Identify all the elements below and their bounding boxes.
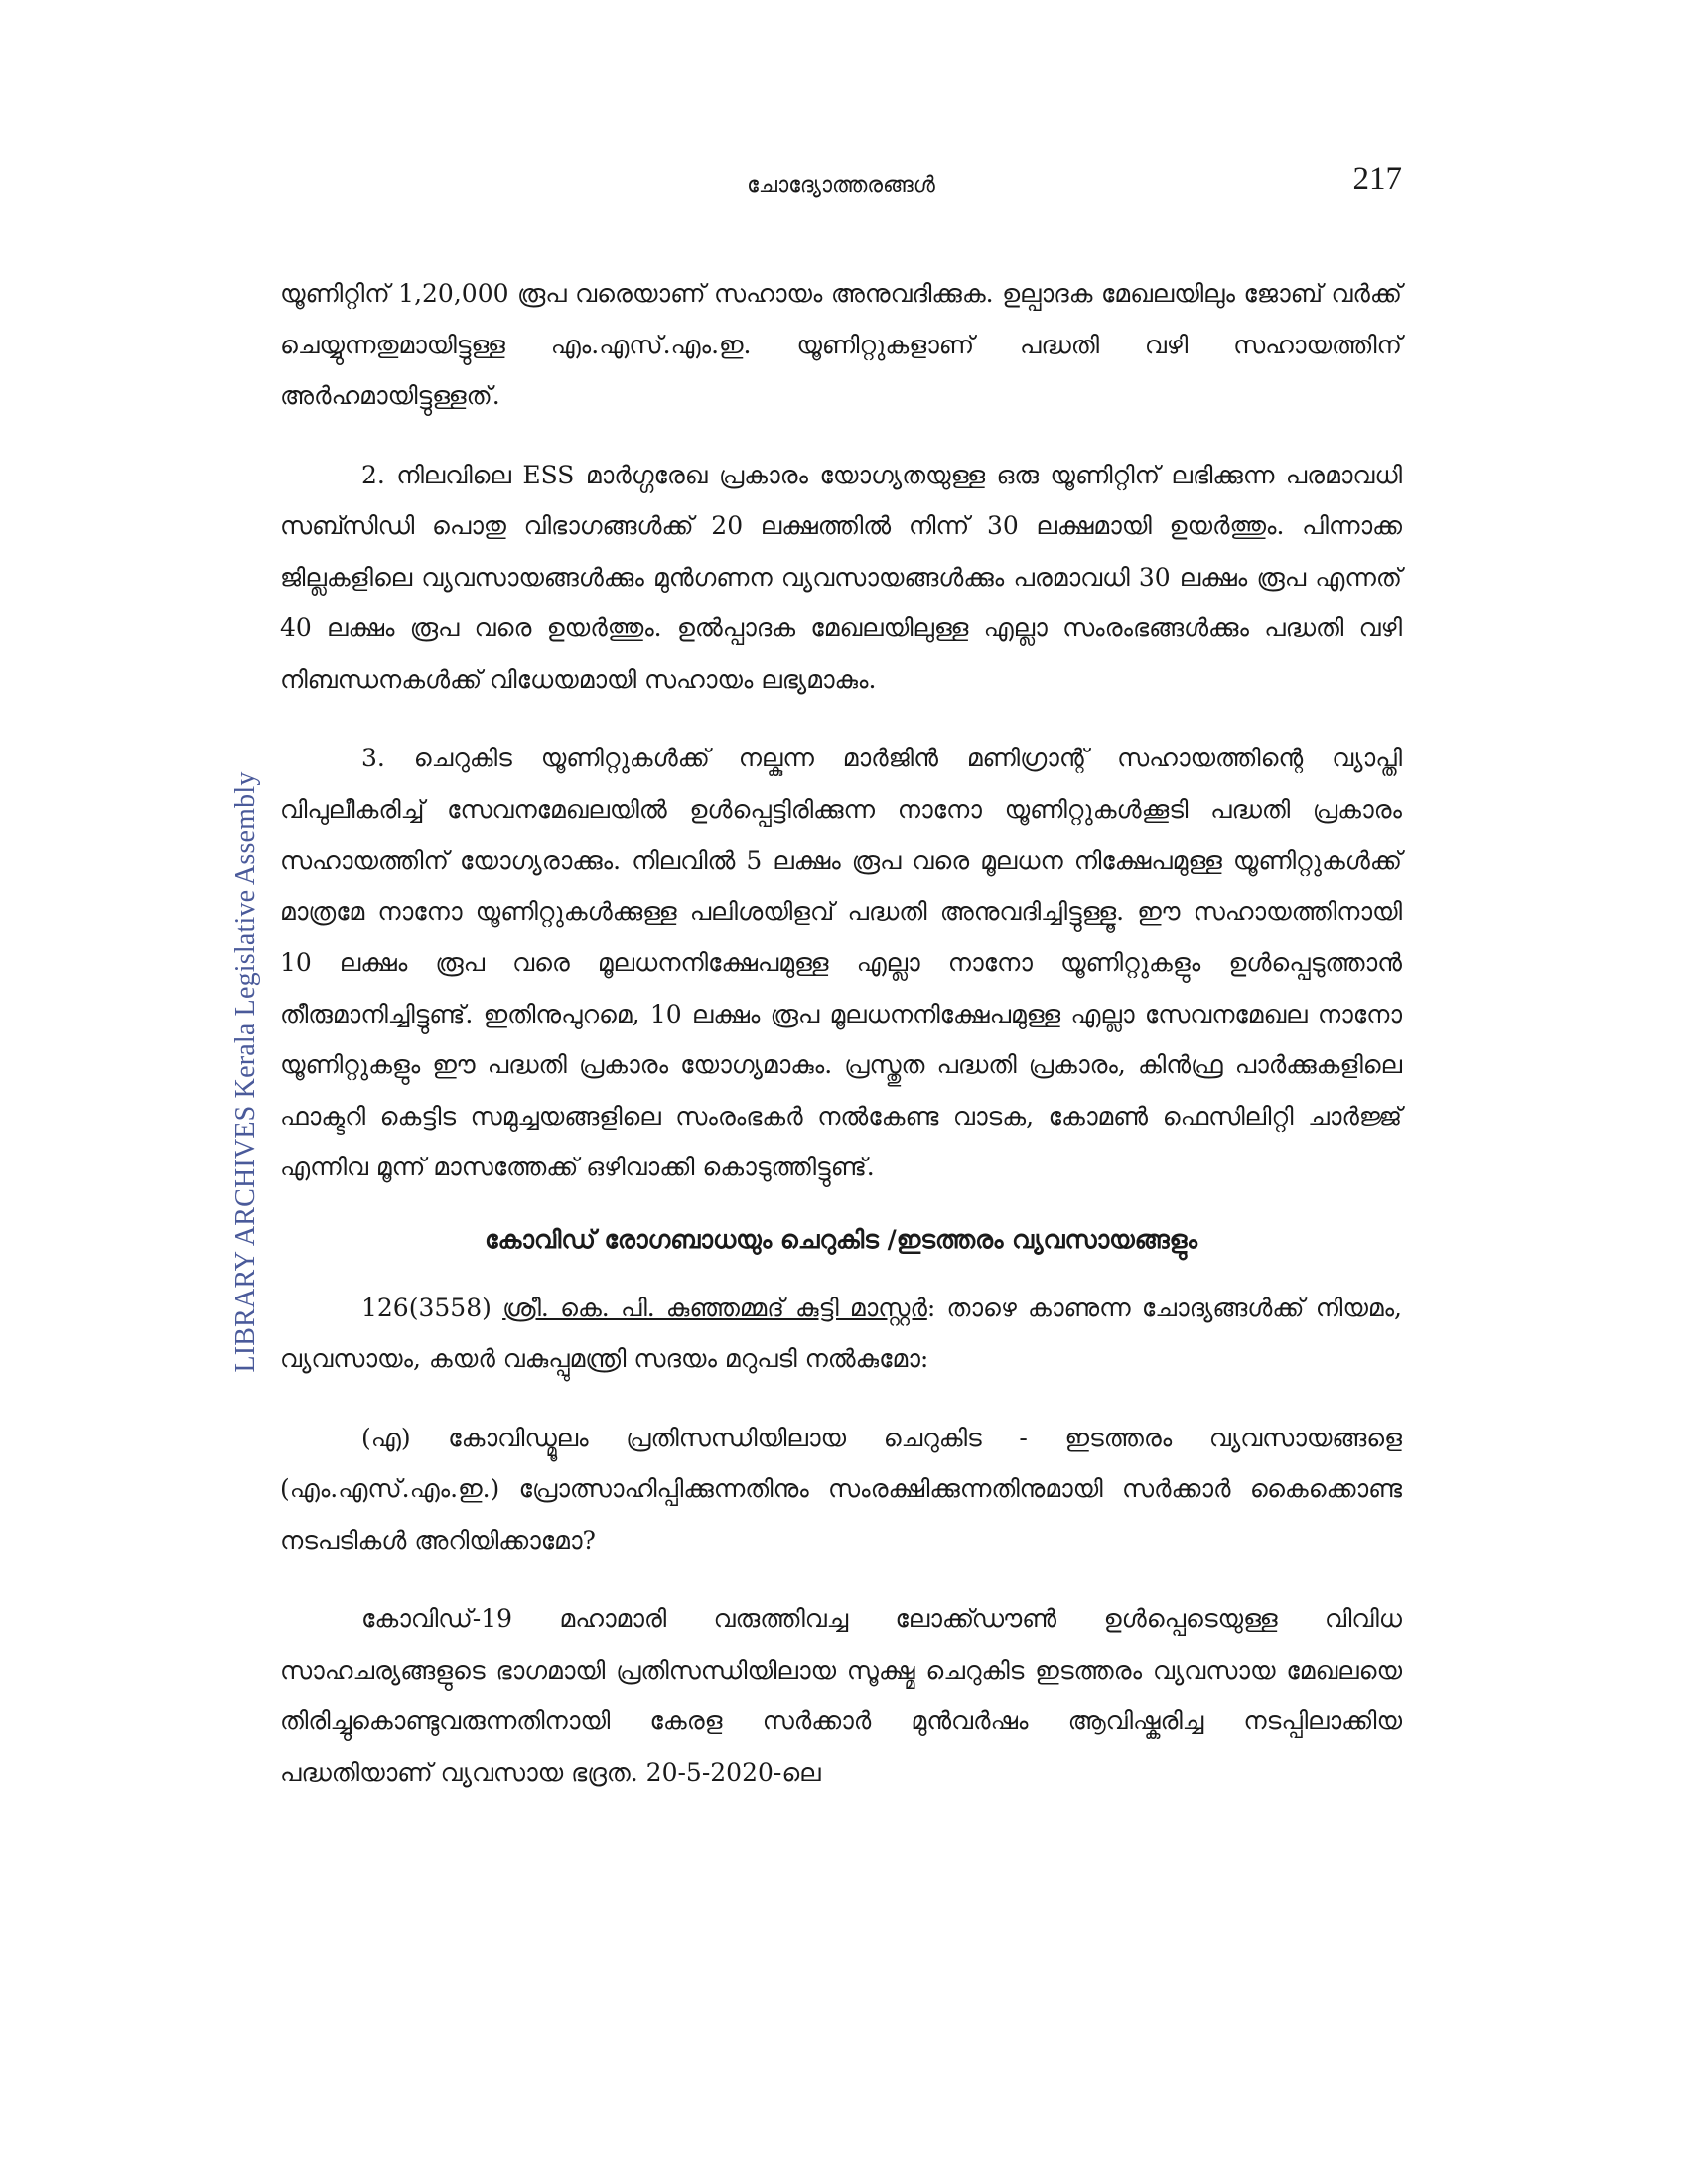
- paragraph-1: യൂണിറ്റിന് 1,20,000 രൂപ വരെയാണ് സഹായം അനുവദിക്കുക. ഉല്പാദക മേഖലയിലും ജോബ് വർക്ക് ചെയ്യുന്നതുമായിട്ടുള്ള എം.എസ്.എം.ഇ. യൂണിറ്റുകളാണ് പദ്ധതി വഴി സഹായത്തിന് അർഹമായിട്ടുള്ളത്.: [280, 279, 1402, 410]
- question-intro: : താഴെ കാണുന്ന ചോദ്യങ്ങൾക്ക് നിയമം, വ്യവസായം, കയർ വകുപ്പുമന്ത്രി സദയം മറുപടി നൽകുമോ:: [280, 1293, 1403, 1373]
- archive-watermark: LIBRARY ARCHIVES Kerala Legislative Assembly: [230, 771, 261, 1373]
- question-number: 126(3558): [361, 1293, 492, 1322]
- answer-paragraph: കോവിഡ്-19 മഹാമാരി വരുത്തിവച്ച ലോക്ക്ഡൗൺ ഉൾപ്പെടെയുള്ള വിവിധ സാഹചര്യങ്ങളുടെ ഭാഗമായി പ്രതിസന്ധിയിലായ സൂക്ഷ്മ ചെറുകിട ഇടത്തരം വ്യവസായ മേഖലയെ തിരിച്ചുകൊണ്ടുവരുന്നതിനായി കേരള സർക്കാർ മുൻവർഷം ആവിഷ്കരിച്ച നടപ്പിലാക്കിയ പദ്ധതിയാണ് വ്യവസായ ഭദ്രത. 20-5-2020-ലെ: [280, 1604, 1402, 1787]
- page-number: 217: [1352, 161, 1402, 197]
- paragraph-3: 3. ചെറുകിട യൂണിറ്റുകൾക്ക് നല്കുന്ന മാർജിൻ മണിഗ്രാന്റ് സഹായത്തിന്റെ വ്യാപ്തി വിപുലീകരിച്ച് സേവനമേഖലയിൽ ഉൾപ്പെട്ടിരിക്കുന്ന നാനോ യൂണിറ്റുകൾക്കൂടി പദ്ധതി പ്രകാരം സഹായത്തിന് യോഗ്യരാക്കും. നിലവിൽ 5 ലക്ഷം രൂപ വരെ മൂലധന നിക്ഷേപമുള്ള യൂണിറ്റുകൾക്ക് മാത്രമേ നാനോ യൂണിറ്റുകൾക്കുള്ള പലിശയിളവ് പദ്ധതി അനുവദിച്ചിട്ടുള്ളൂ. ഈ സഹായത്തിനായി 10 ലക്ഷം രൂപ വരെ മൂലധനനിക്ഷേപമുള്ള എല്ലാ നാനോ യൂണിറ്റുകളും ഉൾപ്പെടുത്താൻ തീരുമാനിച്ചിട്ടുണ്ട്. ഇതിനുപുറമെ, 10 ലക്ഷം രൂപ മൂലധനനിക്ഷേപമുള്ള എല്ലാ സേവനമേഖല നാനോ യൂണിറ്റുകളും ഈ പദ്ധതി പ്രകാരം യോഗ്യമാകും. പ്രസ്തുത പദ്ധതി പ്രകാരം, കിൻഫ്ര പാർക്കുകളിലെ ഫാക്ടറി കെട്ടിട സമുച്ചയങ്ങളിലെ സംരംഭകർ നൽകേണ്ട വാടക, കോമൺ ഫെസിലിറ്റി ചാർജ്ജ് എന്നിവ മൂന്ന് മാസത്തേക്ക് ഒഴിവാക്കി കൊടുത്തിട്ടുണ്ട്.: [280, 744, 1403, 1181]
- question-paragraph: [280, 1283, 1402, 1385]
- body-text: [280, 268, 1402, 1798]
- running-title: ചോദ്യോത്തരങ്ങൾ: [747, 173, 935, 198]
- paragraph-2: 2. നിലവിലെ ESS മാർഗ്ഗരേഖ പ്രകാരം യോഗ്യതയുള്ള ഒരു യൂണിറ്റിന് ലഭിക്കുന്ന പരമാവധി സബ്സിഡി പൊതു വിഭാഗങ്ങൾക്ക് 20 ലക്ഷത്തിൽ നിന്ന് 30 ലക്ഷമായി ഉയർത്തും. പിന്നാക്ക ജില്ലകളിലെ വ്യവസായങ്ങൾക്കും മുൻഗണന വ്യവസായങ്ങൾക്കും പരമാവധി 30 ലക്ഷം രൂപ എന്നത് 40 ലക്ഷം രൂപ വരെ ഉയർത്തും. ഉൽപ്പാദക മേഖലയിലുള്ള എല്ലാ സംരംഭങ്ങൾക്കും പദ്ധതി വഴി നിബന്ധനകൾക്ക് വിധേയമായി സഹായം ലഭ്യമാകും.: [280, 460, 1402, 694]
- section-heading: കോവിഡ് രോഗബാധയും ചെറുകിട /ഇടത്തരം വ്യവസായങ്ങളും: [485, 1224, 1197, 1254]
- member-name: ശ്രീ. കെ. പി. കുഞ്ഞമ്മദ് കുട്ടി മാസ്റ്റർ: [502, 1293, 927, 1322]
- subquestion-a: (എ) കോവിഡ്മൂലം പ്രതിസന്ധിയിലായ ചെറുകിട - ഇടത്തരം വ്യവസായങ്ങളെ (എം.എസ്.എം.ഇ.) പ്രോത്സാഹിപ്പിക്കുന്നതിനും സംരക്ഷിക്കുന്നതിനുമായി സർക്കാർ കൈക്കൊണ്ട നടപടികൾ അറിയിക്കാമോ?: [280, 1423, 1402, 1555]
- running-header: [280, 161, 1402, 206]
